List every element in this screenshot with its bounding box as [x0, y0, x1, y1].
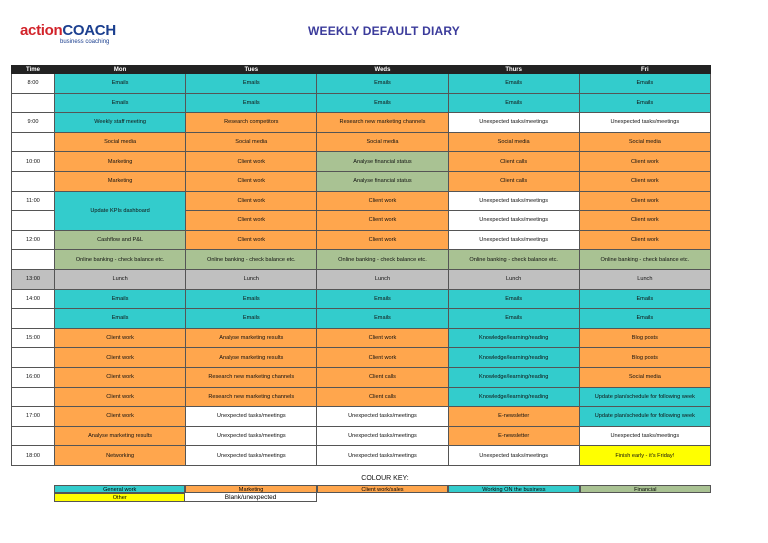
key-item: Working ON the business [448, 485, 579, 493]
time-cell [12, 426, 55, 446]
diary-cell: Unexpected tasks/meetings [186, 426, 317, 446]
diary-row [12, 191, 711, 211]
diary-cell: Client work [317, 211, 448, 231]
diary-cell: Lunch [186, 269, 317, 289]
diary-cell: Emails [317, 74, 448, 94]
diary-cell: Client work [317, 328, 448, 348]
time-cell [12, 211, 55, 231]
diary-row [12, 426, 711, 446]
time-cell: 15:00 [12, 328, 55, 348]
diary-cell: Emails [317, 289, 448, 309]
diary-cell: Networking [55, 446, 186, 466]
diary-cell: Blog posts [579, 348, 710, 368]
diary-cell: Social media [448, 132, 579, 152]
diary-cell: Emails [448, 309, 579, 329]
header-thurs: Thurs [448, 66, 579, 74]
key-item: Marketing [185, 485, 316, 493]
diary-cell: E-newsletter [448, 426, 579, 446]
diary-cell: Research competitors [186, 113, 317, 133]
diary-row [12, 113, 711, 133]
diary-cell: Cashflow and P&L [55, 230, 186, 250]
diary-cell: Finish early - it's Friday! [579, 446, 710, 466]
diary-row [12, 93, 711, 113]
diary-cell: Emails [579, 74, 710, 94]
diary-cell: Client work [186, 171, 317, 191]
diary-cell: Update plan/schedule for following week [579, 407, 710, 427]
diary-cell: Client calls [448, 152, 579, 172]
time-cell [12, 250, 55, 270]
diary-cell: Knowledge/learning/reading [448, 328, 579, 348]
diary-cell: Knowledge/learning/reading [448, 348, 579, 368]
diary-cell: Unexpected tasks/meetings [448, 191, 579, 211]
header-fri: Fri [579, 66, 710, 74]
diary-cell: Online banking - check balance etc. [317, 250, 448, 270]
diary-cell: Client work [55, 407, 186, 427]
diary-body [12, 74, 711, 466]
diary-cell: Research new marketing channels [317, 113, 448, 133]
diary-cell: Emails [186, 309, 317, 329]
diary-cell: Emails [448, 74, 579, 94]
diary-cell: Unexpected tasks/meetings [448, 230, 579, 250]
key-item: Financial [580, 485, 711, 493]
diary-cell: Client calls [317, 367, 448, 387]
diary-cell: Knowledge/learning/reading [448, 387, 579, 407]
time-cell: 12:00 [12, 230, 55, 250]
header-time: Time [12, 66, 55, 74]
diary-cell: Weekly staff meeting [55, 113, 186, 133]
header-row [12, 66, 711, 74]
diary-cell: Client work [317, 191, 448, 211]
diary-row [12, 171, 711, 191]
diary-cell: Unexpected tasks/meetings [448, 211, 579, 231]
diary-cell: Blog posts [579, 328, 710, 348]
diary-cell: Emails [579, 93, 710, 113]
diary-cell: Lunch [579, 269, 710, 289]
diary-cell: E-newsletter [448, 407, 579, 427]
diary-cell: Client work [186, 191, 317, 211]
diary-cell: Emails [55, 93, 186, 113]
diary-table [11, 65, 711, 466]
time-cell [12, 348, 55, 368]
diary-cell: Social media [317, 132, 448, 152]
diary-row [12, 328, 711, 348]
diary-cell: Online banking - check balance etc. [448, 250, 579, 270]
diary-cell: Unexpected tasks/meetings [317, 446, 448, 466]
diary-cell: Social media [579, 367, 710, 387]
time-cell: 8:00 [12, 74, 55, 94]
diary-cell: Emails [55, 289, 186, 309]
diary-cell: Online banking - check balance etc. [186, 250, 317, 270]
time-cell [12, 309, 55, 329]
diary-cell: Update KPIs dashboard [55, 191, 186, 230]
key-item: General work [54, 485, 185, 493]
diary-cell: Unexpected tasks/meetings [448, 446, 579, 466]
diary-cell: Client work [186, 211, 317, 231]
key-item: Other [54, 493, 185, 502]
time-cell: 11:00 [12, 191, 55, 211]
diary-cell: Research new marketing channels [186, 387, 317, 407]
diary-row [12, 230, 711, 250]
diary-row [12, 269, 711, 289]
diary-row [12, 309, 711, 329]
time-cell: 10:00 [12, 152, 55, 172]
logo-tagline: business coaching [60, 39, 110, 45]
diary-row [12, 407, 711, 427]
diary-cell: Client work [186, 230, 317, 250]
diary-cell: Client work [579, 152, 710, 172]
time-cell: 9:00 [12, 113, 55, 133]
diary-cell: Emails [448, 289, 579, 309]
diary-cell: Lunch [55, 269, 186, 289]
diary-cell: Emails [579, 309, 710, 329]
logo-wordmark: actionCOACH [20, 22, 116, 39]
diary-cell: Emails [186, 289, 317, 309]
diary-cell: Emails [579, 289, 710, 309]
diary-cell: Emails [448, 93, 579, 113]
diary-cell: Emails [317, 93, 448, 113]
key-item: Blank/unexpected [185, 493, 316, 502]
colour-key-title: COLOUR KEY: [361, 475, 409, 482]
diary-cell: Research new marketing channels [186, 367, 317, 387]
diary-cell: Analyse marketing results [55, 426, 186, 446]
header-tues: Tues [186, 66, 317, 74]
diary-cell: Client calls [448, 171, 579, 191]
diary-cell: Client work [55, 348, 186, 368]
diary-cell: Social media [55, 132, 186, 152]
diary-cell: Emails [186, 93, 317, 113]
page-title: WEEKLY DEFAULT DIARY [307, 24, 460, 38]
diary-cell: Client work [55, 367, 186, 387]
header-weds: Weds [317, 66, 448, 74]
colour-key-row [54, 493, 711, 502]
diary-cell: Client calls [317, 387, 448, 407]
diary-cell: Client work [317, 348, 448, 368]
diary-cell: Analyse financial status [317, 152, 448, 172]
colour-key-row [54, 485, 711, 493]
time-cell: 13:00 [12, 269, 55, 289]
diary-cell: Online banking - check balance etc. [55, 250, 186, 270]
diary-cell: Emails [55, 74, 186, 94]
diary-row [12, 152, 711, 172]
time-cell [12, 93, 55, 113]
diary-cell: Client work [55, 387, 186, 407]
diary-cell: Client work [579, 171, 710, 191]
time-cell: 16:00 [12, 367, 55, 387]
key-item: Client work/sales [317, 485, 448, 493]
diary-cell: Emails [186, 74, 317, 94]
header-mon: Mon [55, 66, 186, 74]
diary-cell: Unexpected tasks/meetings [186, 407, 317, 427]
diary-cell: Client work [317, 230, 448, 250]
diary-row [12, 132, 711, 152]
diary-cell: Unexpected tasks/meetings [448, 113, 579, 133]
diary-cell: Lunch [448, 269, 579, 289]
diary-row [12, 446, 711, 466]
diary-cell: Unexpected tasks/meetings [317, 407, 448, 427]
diary-cell: Client work [579, 211, 710, 231]
diary-row [12, 387, 711, 407]
time-cell: 14:00 [12, 289, 55, 309]
diary-row [12, 348, 711, 368]
time-cell: 17:00 [12, 407, 55, 427]
time-cell [12, 171, 55, 191]
diary-cell: Analyse marketing results [186, 348, 317, 368]
diary-cell: Client work [55, 328, 186, 348]
diary-cell: Online banking - check balance etc. [579, 250, 710, 270]
diary-cell: Unexpected tasks/meetings [317, 426, 448, 446]
diary-cell: Marketing [55, 171, 186, 191]
time-cell [12, 387, 55, 407]
diary-row [12, 289, 711, 309]
diary-cell: Update plan/schedule for following week [579, 387, 710, 407]
diary-row [12, 250, 711, 270]
diary-cell: Analyse financial status [317, 171, 448, 191]
diary-cell: Client work [579, 230, 710, 250]
diary-cell: Social media [186, 132, 317, 152]
diary-cell: Client work [186, 152, 317, 172]
diary-cell: Emails [317, 309, 448, 329]
diary-row [12, 367, 711, 387]
diary-cell: Marketing [55, 152, 186, 172]
diary-cell: Client work [579, 191, 710, 211]
time-cell [12, 132, 55, 152]
diary-cell: Unexpected tasks/meetings [579, 113, 710, 133]
diary-cell: Unexpected tasks/meetings [579, 426, 710, 446]
time-cell: 18:00 [12, 446, 55, 466]
diary-cell: Social media [579, 132, 710, 152]
diary-cell: Analyse marketing results [186, 328, 317, 348]
diary-cell: Emails [55, 309, 186, 329]
colour-key [54, 485, 711, 502]
diary-row [12, 74, 711, 94]
diary-cell: Unexpected tasks/meetings [186, 446, 317, 466]
diary-cell: Lunch [317, 269, 448, 289]
diary-cell: Knowledge/learning/reading [448, 367, 579, 387]
